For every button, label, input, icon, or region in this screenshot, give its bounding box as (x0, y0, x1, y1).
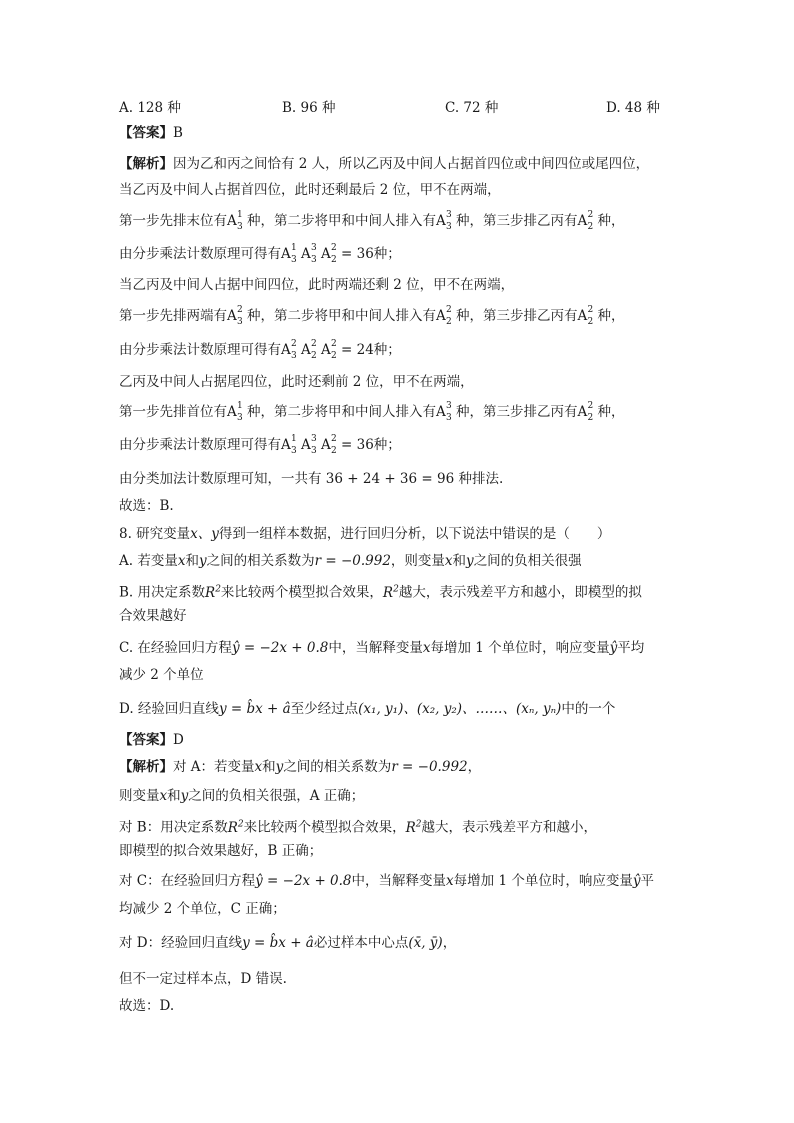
q7-analysis-line: 第一步先排两端有 A 2 3 种，第二步将甲和中间人排入有 A 2 2 种，第三步排乙丙有 A 2 2 种， (119, 305, 625, 327)
q7-options (0, 96, 794, 116)
q8-conclusion: 故选：D. (119, 998, 175, 1014)
q7-analysis-line: 第一步先排末位有 A 1 3 种，第二步将甲和中间人排入有 A 3 3 种，第三步排乙丙有 A 2 2 种， (119, 210, 625, 232)
q7-analysis-line: 由分步乘法计数原理可得有 A 1 3 A 3 3 A 2 2 = 36种； (119, 243, 401, 265)
q8-analysis-line: 则变量x和y之间的负相关很强，A 正确； (119, 788, 365, 804)
q7-analysis-line: 第一步先排首位有 A 1 3 种，第二步将甲和中间人排入有 A 3 3 种，第三步排乙丙有 A 2 2 种， (119, 401, 625, 423)
q8-option-c: C. 在经验回归方程ŷ = −2x + 0.8中，当解释变量x每增加 1 个单位时，响应变量ŷ平均 (119, 640, 645, 656)
q8-analysis-line: 对 C：在经验回归方程ŷ = −2x + 0.8中，当解释变量x每增加 1 个单位时，响应变量ŷ平 (119, 873, 654, 889)
q8-analysis-line: 对 D：经验回归直线y = b̂x + â必过样本中心点(x̄, ȳ)， (119, 935, 457, 951)
q7-analysis-line: 由分类加法计数原理可知，一共有 36 + 24 + 36 = 96 种排法. (119, 471, 504, 487)
q7-option-b: B. 96 种 (282, 100, 336, 116)
q8-option-a: A. 若变量x和y之间的相关系数为r = −0.992，则变量x和y之间的负相关很强 (119, 553, 582, 569)
q8-analysis-line: 【解析】对 A：若变量x和y之间的相关系数为r = −0.992， (119, 759, 482, 775)
q7-analysis-line: 当乙丙及中间人占据首四位，此时还剩最后 2 位，甲不在两端， (119, 182, 501, 198)
q8-option-c-cont: 减少 2 个单位 (119, 667, 204, 683)
q7-analysis-line: 乙丙及中间人占据尾四位，此时还剩前 2 位，甲不在两端， (119, 374, 474, 390)
q8-analysis-line: 均减少 2 个单位，C 正确； (119, 901, 286, 917)
q7-analysis-line: 由分步乘法计数原理可得有 A 2 3 A 2 2 A 2 2 = 24种； (119, 339, 401, 361)
q7-analysis-line: 由分步乘法计数原理可得有 A 1 3 A 3 3 A 2 2 = 36种； (119, 434, 401, 456)
q7-analysis-line: 当乙丙及中间人占据中间四位，此时两端还剩 2 位，甲不在两端， (119, 277, 515, 293)
q7-option-c: C. 72 种 (445, 100, 499, 116)
q8-option-d: D. 经验回归直线y = b̂x + â至少经过点(x₁, y₁)、(x₂, y₂)、……、(xₙ, yₙ)中的一个 (119, 701, 616, 717)
q7-answer: 【答案】B (119, 125, 183, 141)
q8-option-b: B. 用决定系数$R^2$来比较两个模型拟合效果，$R^2$越大，表示残差平方和越小，即模型的拟 (119, 584, 642, 601)
q7-option-d: D. 48 种 (606, 100, 660, 116)
q7-analysis-line: 【解析】因为乙和丙之间恰有 2 人，所以乙丙及中间人占据首四位或中间四位或尾四位， (119, 156, 650, 172)
q7-option-a: A. 128 种 (119, 100, 181, 116)
q7-conclusion: 故选：B. (119, 498, 174, 514)
q8-analysis-line: 但不一定过样本点，D 错误. (119, 971, 287, 987)
q8-option-b-cont: 合效果越好 (119, 608, 187, 624)
q8-answer: 【答案】D (119, 732, 184, 748)
q8-stem: 8. 研究变量x、y得到一组样本数据，进行回归分析，以下说法中错误的是（ ） (119, 526, 611, 542)
q8-analysis-line: 即模型的拟合效果越好，B 正确； (119, 843, 323, 859)
q8-analysis-line: 对 B：用决定系数$R^2$来比较两个模型拟合效果，$R^2$越大，表示残差平方和越小， (119, 819, 598, 836)
